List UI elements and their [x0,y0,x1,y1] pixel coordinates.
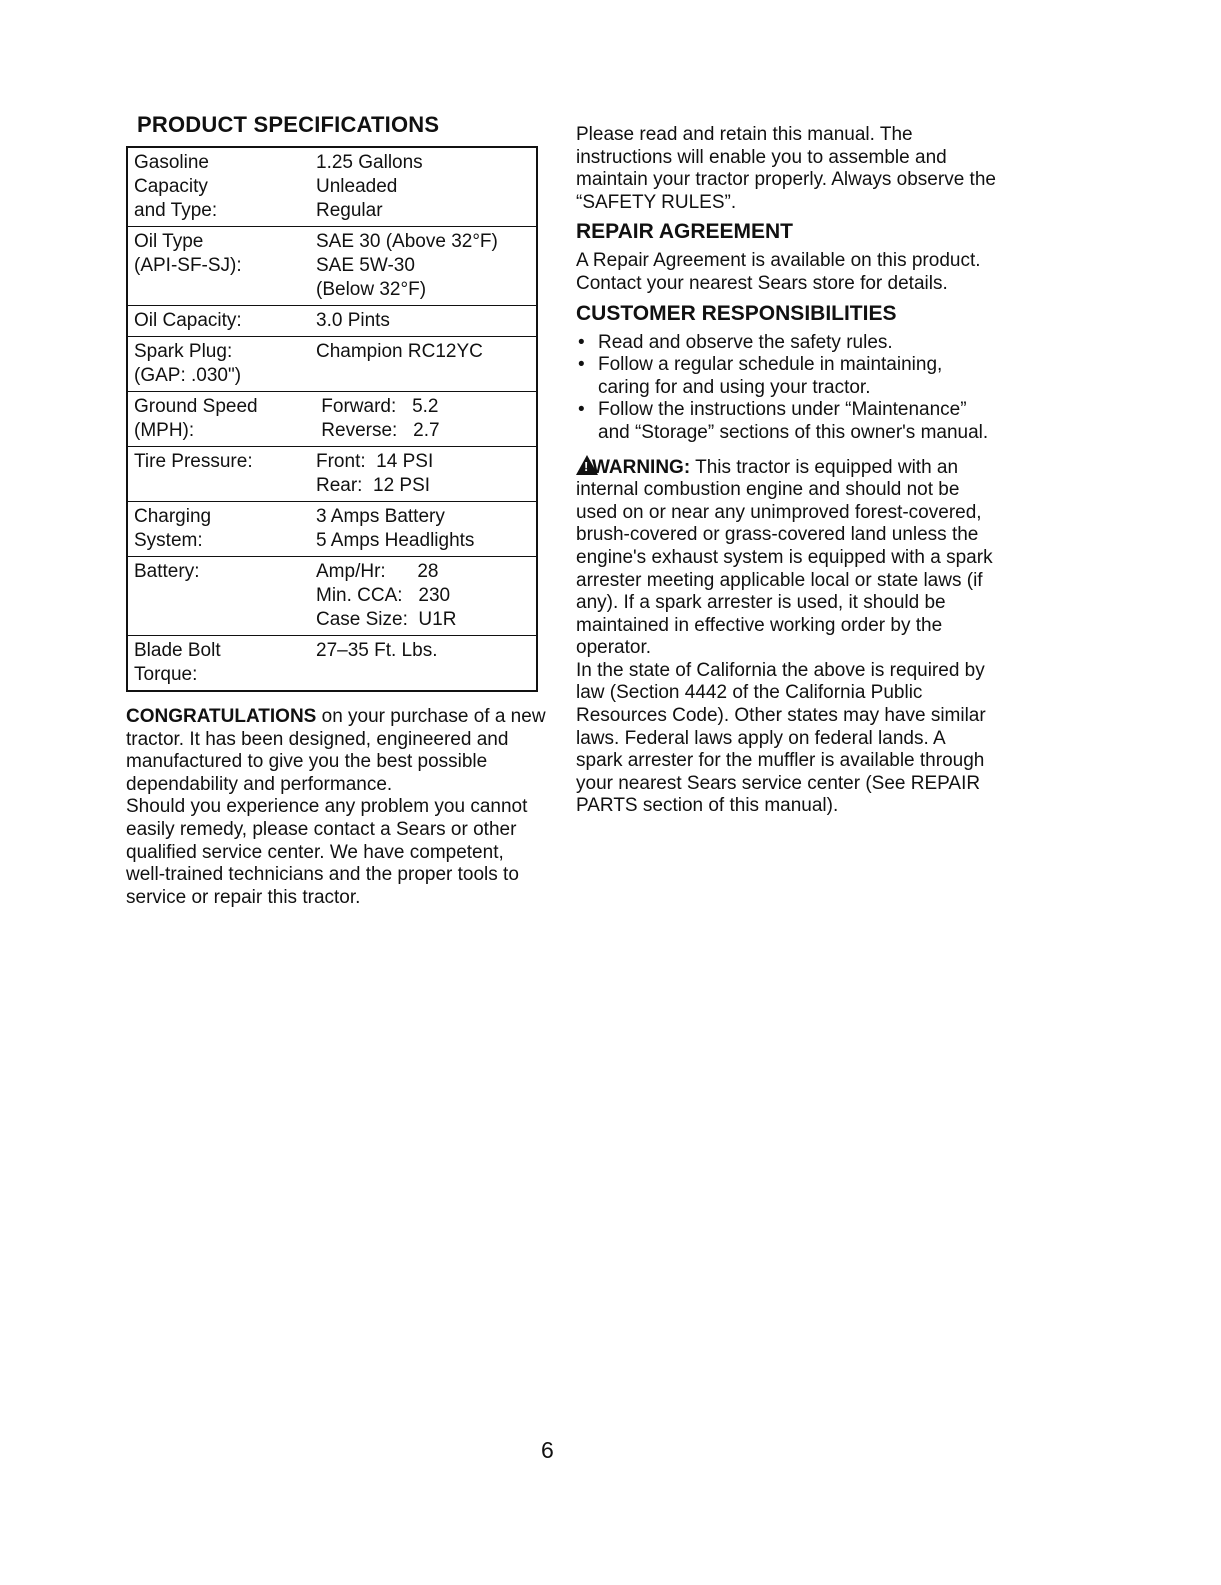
intro-paragraph: Please read and retain this manual. The instructions will enable you to assemble and maintain your tractor properly. Always observe the “SAFETY RULES”. [576,124,996,213]
spec-value: 27–35 Ft. Lbs. [316,640,438,661]
spec-table [126,146,538,692]
congrats-paragraph [126,706,546,796]
spec-value: SAE 30 (Above 32°F) SAE 5W-30 (Below 32°F) [316,231,498,300]
list-item: • Follow the instructions under “Maintenance” and “Storage” sections of this owner's manual. [576,399,996,444]
list-item: • Follow a regular schedule in maintaining, caring for and using your tractor. [576,354,996,399]
spec-label: Ground Speed (MPH): [127,392,310,447]
spec-value: Forward: 5.2 Reverse: 2.7 [321,396,440,441]
repair-heading: REPAIR AGREEMENT [576,220,794,244]
spec-label: Oil Type (API-SF-SJ): [127,227,310,306]
warning-text: This tractor is equipped with an internal combustion engine and should not be used on or near any unimproved forest-covered, brush-covered or grass-covered land unless the engine's exhaust system is equipped with a spark arrester meeting applicable local or state laws (if any). If a spark arrester is used, it should be maintained in effective working order by the operator. [576,456,993,659]
spec-label: Oil Capacity: [127,306,310,337]
spec-label: Battery: [127,557,310,636]
spec-value: 1.25 Gallons Unleaded Regular [316,152,423,221]
spec-value: 3.0 Pints [316,310,390,331]
spec-label: Tire Pressure: [127,447,310,502]
congrats-text: on your purchase of a new tractor. It has been designed, engineered and manufactured to give you the best possible dependability and performance. [126,706,546,795]
right-column [576,124,996,818]
spec-value: Amp/Hr: 28 Min. CCA: 230 Case Size: U1R [316,561,457,630]
spec-value: Front: 14 PSI Rear: 12 PSI [316,451,434,496]
page-number: 6 [541,1437,554,1463]
table-row [127,306,537,337]
list-item: • Read and observe the safety rules. [576,332,996,355]
spec-title: PRODUCT SPECIFICATIONS [137,112,440,137]
california-paragraph: In the state of California the above is required by law (Section 4442 of the California Public Resources Code). Other states may have similar laws. Federal laws apply on federal lands. A spark arrester for the muffler is available through your nearest Sears service center (See REPAIR PARTS section of this manual). [576,659,986,817]
problem-paragraph: Should you experience any problem you cannot easily remedy, please contact a Sears or other qualified service center. We have competent, well-trained technicians and the proper tools to service or repair this tractor. [126,796,528,908]
spec-table-body [127,147,537,691]
table-row [127,447,537,502]
spec-value: Champion RC12YC [316,341,483,362]
table-row [127,227,537,306]
spec-value: 3 Amps Battery 5 Amps Headlights [316,506,475,551]
customer-heading: CUSTOMER RESPONSIBILITIES [576,301,897,325]
table-row [127,636,537,692]
repair-paragraph: A Repair Agreement is available on this product. Contact your nearest Sears store for details. [576,250,981,294]
warning-triangle-icon: ! [576,455,598,475]
warning-paragraph [576,455,996,660]
table-row [127,337,537,392]
congrats-lead: CONGRATULATIONS [126,706,317,727]
table-row [127,557,537,636]
warning-label: WARNING: [592,456,691,478]
table-row [127,147,537,227]
left-column [126,112,546,909]
spec-label: Blade Bolt Torque: [127,636,310,692]
table-row [127,502,537,557]
table-row [127,392,537,447]
spec-label: Spark Plug: (GAP: .030") [127,337,310,392]
responsibility-list [576,332,996,445]
spec-label: Charging System: [127,502,310,557]
spec-label: Gasoline Capacity and Type: [127,147,310,227]
